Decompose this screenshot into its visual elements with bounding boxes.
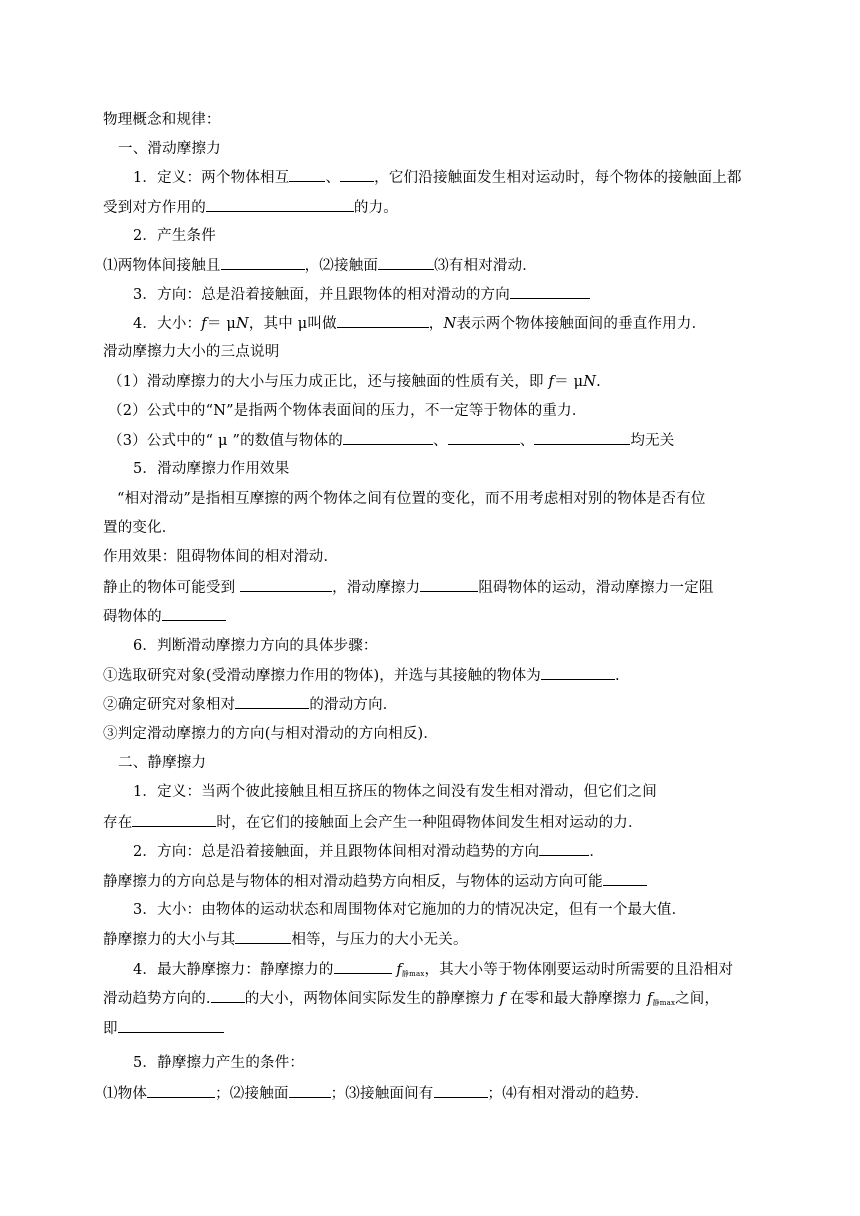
section-heading: 物理概念和规律：	[103, 112, 221, 128]
fill-blank[interactable]	[235, 929, 291, 944]
s1-definition-line-1: 1．定义：两个物体相互 、 ，它们沿接触面发生相对运动时，每个物体的接触面上都	[133, 167, 742, 188]
s2-condition-line: ⑴物体 ；⑵接触面 ；⑶接触面间有 ；⑷有相对滑动的趋势．	[103, 1083, 649, 1104]
s1-note-1: （1）滑动摩擦力的大小与压力成正比，还与接触面的性质有关，即 f＝ μN.	[108, 374, 601, 390]
s2-max-line-3: 即	[103, 1018, 224, 1039]
fill-blank[interactable]	[240, 577, 332, 592]
s2-direction-line-2: 静摩擦力的方向总是与物体的相对滑动趋势方向相反，与物体的运动方向可能	[103, 871, 647, 892]
s1-condition-line: ⑴两物体间接触且 ，⑵接触面 ⑶有相对滑动．	[103, 255, 537, 276]
s2-size-line-1: 3．大小：由物体的运动状态和周围物体对它施加的力的情况决定，但有一个最大值．	[133, 902, 687, 918]
fill-blank[interactable]	[289, 167, 325, 182]
s1-condition-title: 2．产生条件	[133, 228, 216, 244]
s2-max-line-1: 4．最大静摩擦力：静摩擦力的 $f_{静max}$，其大小等于物体刚要运动时所需要的且沿相对	[133, 959, 733, 984]
s2-max-line-2: 滑动趋势方向的. 的大小，两物体间实际发生的静摩擦力 f 在零和最大静摩擦力 $f_{静max}$之间，	[103, 988, 719, 1013]
fill-blank[interactable]	[334, 959, 392, 974]
s2-definition-line-2: 存在 时，在它们的接触面上会产生一种阻碍物体间发生相对运动的力．	[103, 812, 643, 833]
fill-blank[interactable]	[132, 812, 216, 827]
s2-definition-line-1: 1．定义：当两个彼此接触且相互挤压的物体之间没有发生相对滑动，但它们之间	[133, 784, 657, 800]
fill-blank[interactable]	[340, 167, 374, 182]
s1-direction-line: 3．方向：总是沿着接触面，并且跟物体的相对滑动的方向	[133, 284, 590, 305]
s1-note-3: （3）公式中的“ μ ”的数值与物体的 、 、 均无关	[108, 430, 675, 451]
fill-blank[interactable]	[420, 577, 478, 592]
s1-effect-title: 5．滑动摩擦力作用效果	[133, 461, 290, 477]
fill-blank[interactable]	[162, 606, 226, 621]
s1-notes-title: 滑动摩擦力大小的三点说明	[103, 344, 280, 360]
s1-step-2: ②确定研究对象相对 的滑动方向．	[103, 694, 398, 715]
s1-effect-line-2: 置的变化．	[103, 520, 177, 536]
section-1-title: 一、滑动摩擦力	[118, 141, 221, 157]
fill-blank[interactable]	[289, 1083, 331, 1098]
fill-blank[interactable]	[118, 1018, 224, 1033]
fill-blank[interactable]	[235, 694, 309, 709]
fill-blank[interactable]	[603, 871, 647, 886]
fill-blank[interactable]	[534, 430, 630, 445]
fill-blank[interactable]	[221, 255, 305, 270]
fill-blank[interactable]	[539, 841, 589, 856]
fill-blank[interactable]	[206, 197, 354, 212]
fill-blank[interactable]	[211, 988, 245, 1003]
s2-size-line-2: 静摩擦力的大小与其 相等，与压力的大小无关。	[103, 929, 468, 950]
s1-effect-line-5: 碍物体的	[103, 606, 226, 627]
fill-blank[interactable]	[434, 1083, 488, 1098]
s1-definition-line-2: 受到对方作用的 的力。	[103, 197, 398, 218]
fill-blank[interactable]	[541, 665, 615, 680]
s1-step-3: ③判定滑动摩擦力的方向(与相对滑动的方向相反)．	[103, 726, 439, 742]
fill-blank[interactable]	[378, 255, 434, 270]
s1-effect-line-4: 静止的物体可能受到 ，滑动摩擦力 阻碍物体的运动，滑动摩擦力一定阻	[103, 577, 714, 598]
s1-note-2: （2）公式中的“N”是指两个物体表面间的压力，不一定等于物体的重力．	[108, 403, 587, 419]
s1-effect-line-3: 作用效果：阻碍物体间的相对滑动．	[103, 549, 339, 565]
s1-steps-title: 6．判断滑动摩擦力方向的具体步骤：	[133, 638, 378, 654]
fill-blank[interactable]	[448, 430, 520, 445]
s1-step-1: ①选取研究对象(受滑动摩擦力作用的物体)，并选与其接触的物体为 .	[103, 665, 620, 686]
s1-effect-line-1: “相对滑动”是指相互摩擦的两个物体之间有位置的变化，而不用考虑相对别的物体是否有位	[117, 491, 706, 507]
fill-blank[interactable]	[337, 313, 429, 328]
fill-blank[interactable]	[343, 430, 433, 445]
s2-condition-title: 5．静摩擦力产生的条件：	[133, 1055, 305, 1071]
fill-blank[interactable]	[510, 284, 590, 299]
fill-blank[interactable]	[147, 1083, 215, 1098]
section-2-title: 二、静摩擦力	[118, 755, 207, 771]
s2-direction-line: 2．方向：总是沿着接触面，并且跟物体间相对滑动趋势的方向 ．	[133, 841, 604, 862]
s1-size-line: 4．大小：f＝ μN，其中 μ叫做 ，N表示两个物体接触面间的垂直作用力．	[133, 313, 706, 334]
